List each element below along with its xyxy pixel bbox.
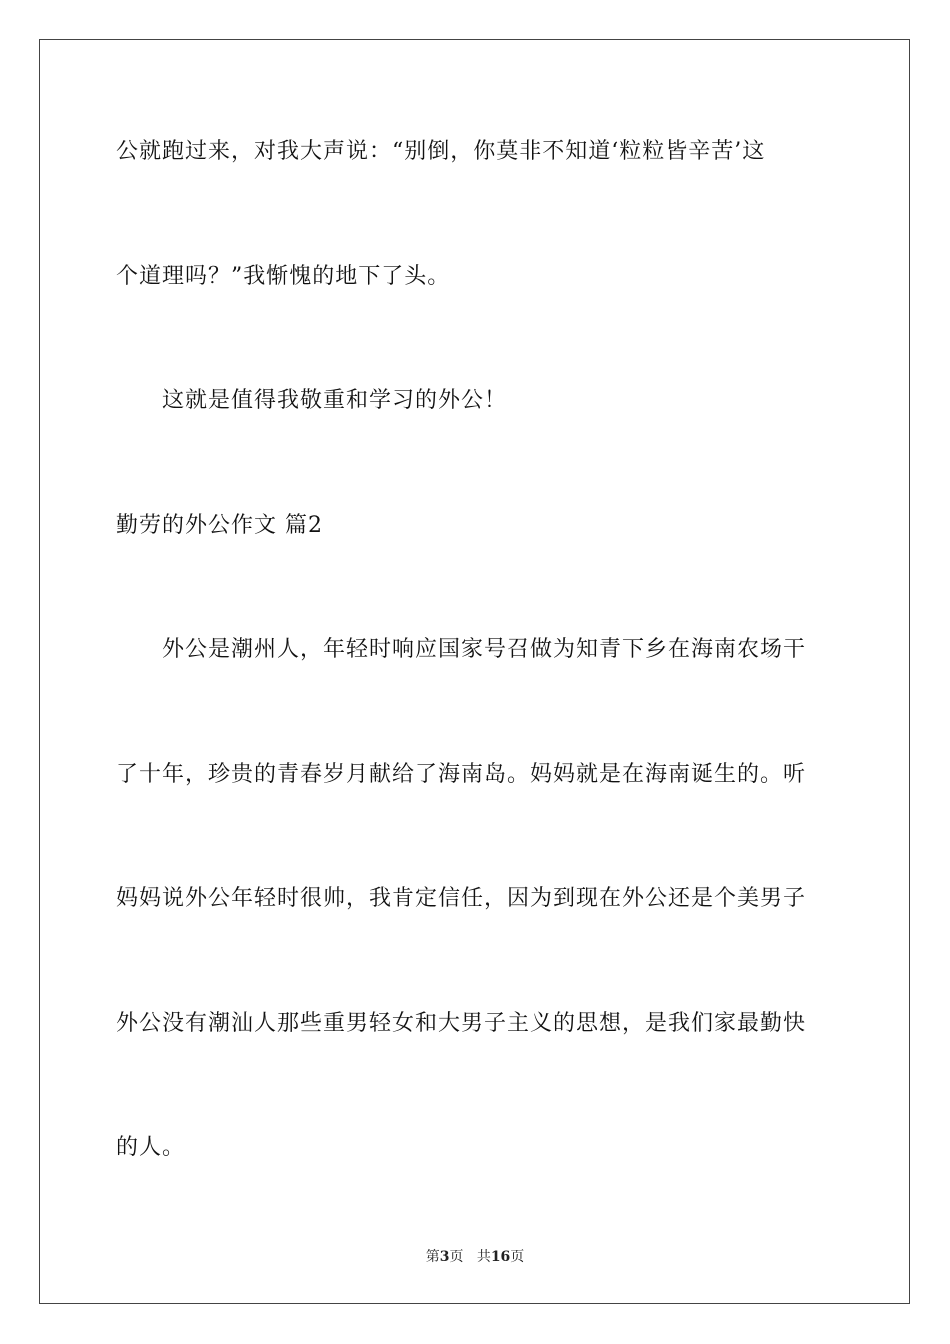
total-prefix: 共 [476, 1249, 491, 1265]
page-suffix: 页 [449, 1249, 464, 1265]
total-suffix: 页 [510, 1249, 525, 1265]
page-border [39, 39, 910, 1304]
total-pages: 16 [490, 1249, 511, 1265]
page-footer [0, 1247, 950, 1267]
paragraph-line: 了十年，珍贵的青春岁月献给了海南岛。妈妈就是在海南诞生的。听 [116, 762, 807, 787]
paragraph-line: 个道理吗？”我惭愧的地下了头。 [116, 264, 451, 289]
page-prefix: 第 [425, 1249, 440, 1265]
paragraph-line: 外公是潮州人，年轻时响应国家号召做为知青下乡在海南农场干 [162, 637, 807, 662]
page-number: 3 [439, 1249, 450, 1265]
paragraph-line: 外公没有潮汕人那些重男轻女和大男子主义的思想，是我们家最勤快 [116, 1011, 807, 1036]
paragraph-line: 妈妈说外公年轻时很帅，我肯定信任，因为到现在外公还是个美男子 [116, 886, 807, 911]
paragraph-line: 这就是值得我敬重和学习的外公！ [162, 388, 508, 413]
paragraph-line: 的人。 [116, 1135, 186, 1160]
section-heading: 勤劳的外公作文 篇2 [116, 513, 323, 538]
paragraph-line: 公就跑过来，对我大声说：“别倒，你莫非不知道‘粒粒皆辛苦’这 [116, 139, 766, 164]
